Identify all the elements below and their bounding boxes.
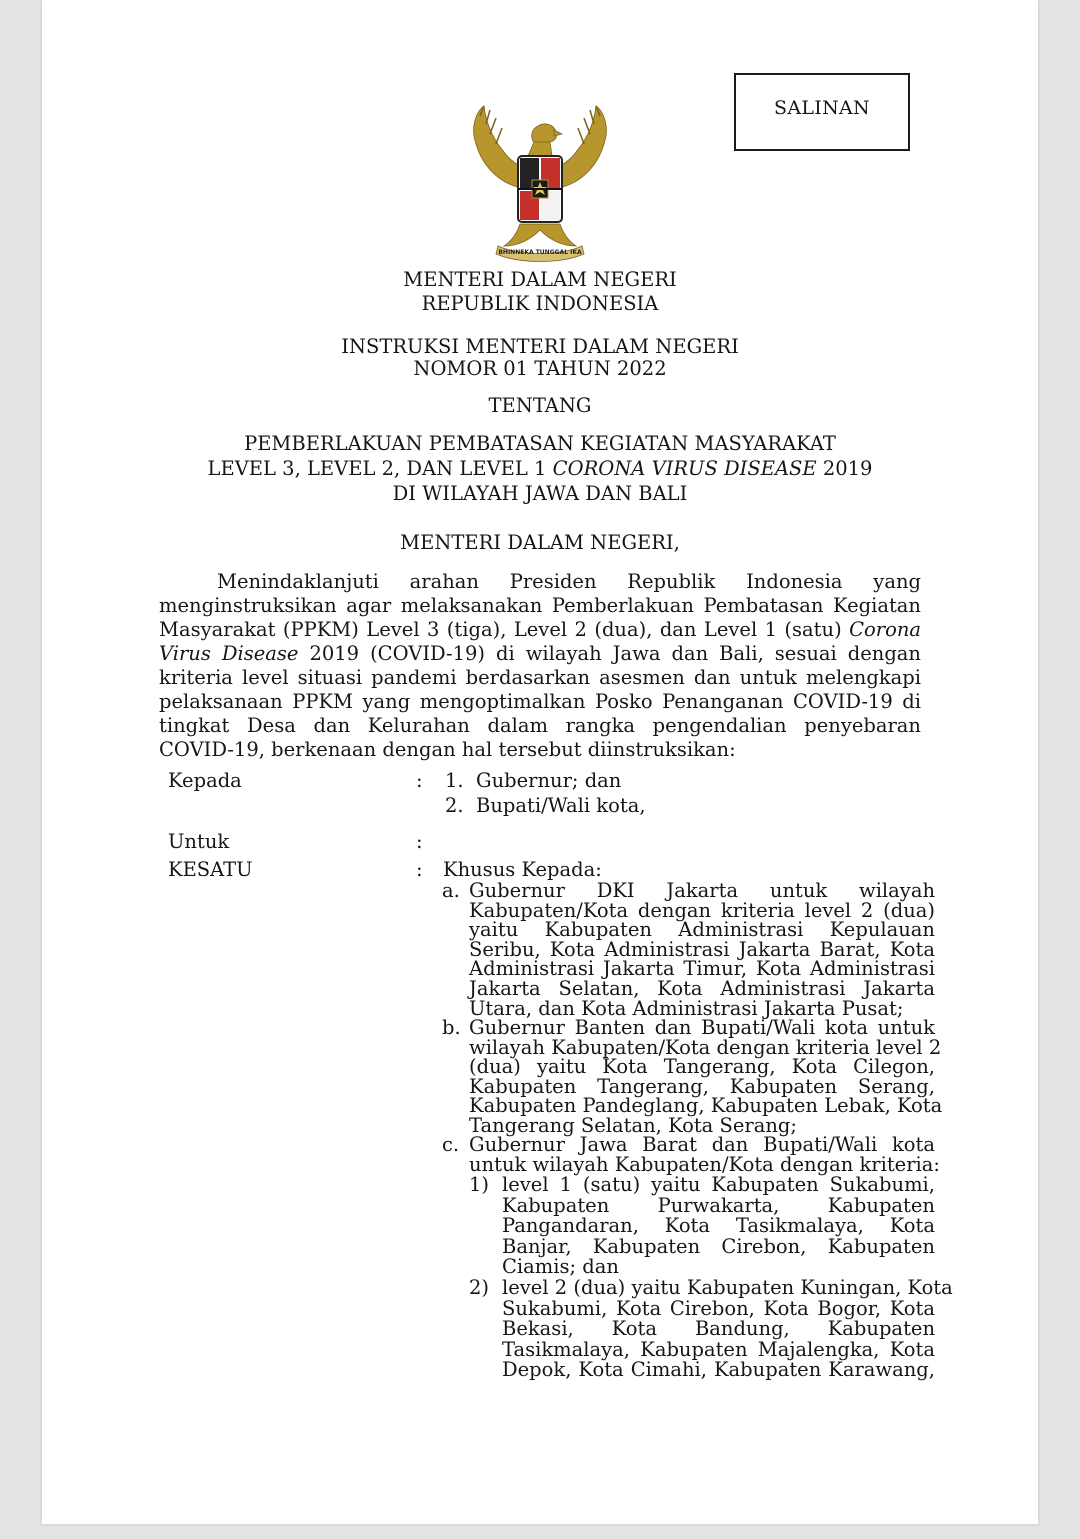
kepada-label: Kepada	[168, 769, 242, 792]
tentang-title: TENTANG	[488, 394, 592, 417]
list-item: 2. Bupati/Wali kota,	[445, 794, 646, 817]
list-item: 2) level 2 (dua) yaitu Kabupaten Kuningan, Kota Sukabumi, Kota Cirebon, Kota Bogor, Kota Bekasi, Kota Bandung, Kabupaten Tasikmalaya, Kabupaten Majalengka, Kota Depok, Kota Cimahi, Kabupaten Karawang,	[469, 1276, 953, 1382]
list-item: c. Gubernur Jawa Barat dan Bupati/Wali kota untuk wilayah Kabupaten/Kota dengan kriteria:	[442, 1133, 940, 1176]
header-line2: REPUBLIK INDONESIA	[421, 292, 659, 315]
kepada-colon: :	[416, 769, 423, 792]
svg-text:BHINNEKA TUNGGAL IKA: BHINNEKA TUNGGAL IKA	[498, 249, 582, 256]
list-item: b. Gubernur Banten dan Bupati/Wali kota untuk wilayah Kabupaten/Kota dengan kriteria level 2 (dua) yaitu Kota Tangerang, Kota Cilegon, Kabupaten Tangerang, Kabupaten Serang, Kabupaten Pandeglang, Kabupaten Lebak, Kota Tangerang Selatan, Kota Serang;	[442, 1016, 943, 1137]
subject-line3: DI WILAYAH JAWA DAN BALI	[392, 482, 688, 505]
list-item: 1) level 1 (satu) yaitu Kabupaten Sukabumi, Kabupaten Purwakarta, Kabupaten Pangandaran, Kota Tasikmalaya, Kota Banjar, Kabupaten Cirebon, Kabupaten Ciamis; dan	[469, 1173, 935, 1279]
instruksi-title: INSTRUKSI MENTERI DALAM NEGERI	[341, 335, 739, 358]
header-line1: MENTERI DALAM NEGERI	[403, 268, 677, 291]
document-page	[42, 0, 1038, 1524]
list-item: 1. Gubernur; dan	[445, 769, 622, 792]
minister-heading: MENTERI DALAM NEGERI,	[400, 531, 680, 554]
subject-line2: LEVEL 3, LEVEL 2, DAN LEVEL 1 CORONA VIRUS DISEASE 2019	[207, 457, 873, 480]
kesatu-heading: Khusus Kepada:	[443, 858, 602, 881]
subject-line1: PEMBERLAKUAN PEMBATASAN KEGIATAN MASYARAKAT	[244, 432, 836, 455]
list-item: a. Gubernur DKI Jakarta untuk wilayah Kabupaten/Kota dengan kriteria level 2 (dua) yaitu Kabupaten Administrasi Kepulauan Seribu, Kota Administrasi Jakarta Barat, Kota Administrasi Jakarta Timur, Kota Administrasi Jakarta Selatan, Kota Administrasi Jakarta Utara, dan Kota Administrasi Jakarta Pusat;	[442, 879, 935, 1020]
salinan-stamp: SALINAN	[734, 73, 910, 151]
kesatu-colon: :	[416, 858, 423, 881]
garuda-pancasila-emblem-icon	[460, 96, 620, 264]
nomor-title: NOMOR 01 TAHUN 2022	[413, 357, 667, 380]
kesatu-label: KESATU	[168, 858, 253, 881]
untuk-colon: :	[416, 830, 423, 853]
untuk-label: Untuk	[168, 830, 230, 853]
intro-paragraph: Menindaklanjuti arahan Presiden Republik Indonesia yang menginstruksikan agar melaksanakan Pemberlakuan Pembatasan Kegiatan Masyarakat (PPKM) Level 3 (tiga), Level 2 (dua), dan Level 1 (satu) Corona Virus Disease 2019 (COVID-19) di wilayah Jawa dan Bali, sesuai dengan kriteria level situasi pandemi berdasarkan asesmen dan untuk melengkapi pelaksanaan PPKM yang mengoptimalkan Posko Penanganan COVID-19 di tingkat Desa dan Kelurahan dalam rangka pengendalian penyebaran COVID-19, berkenaan dengan hal tersebut diinstruksikan:	[159, 570, 921, 761]
